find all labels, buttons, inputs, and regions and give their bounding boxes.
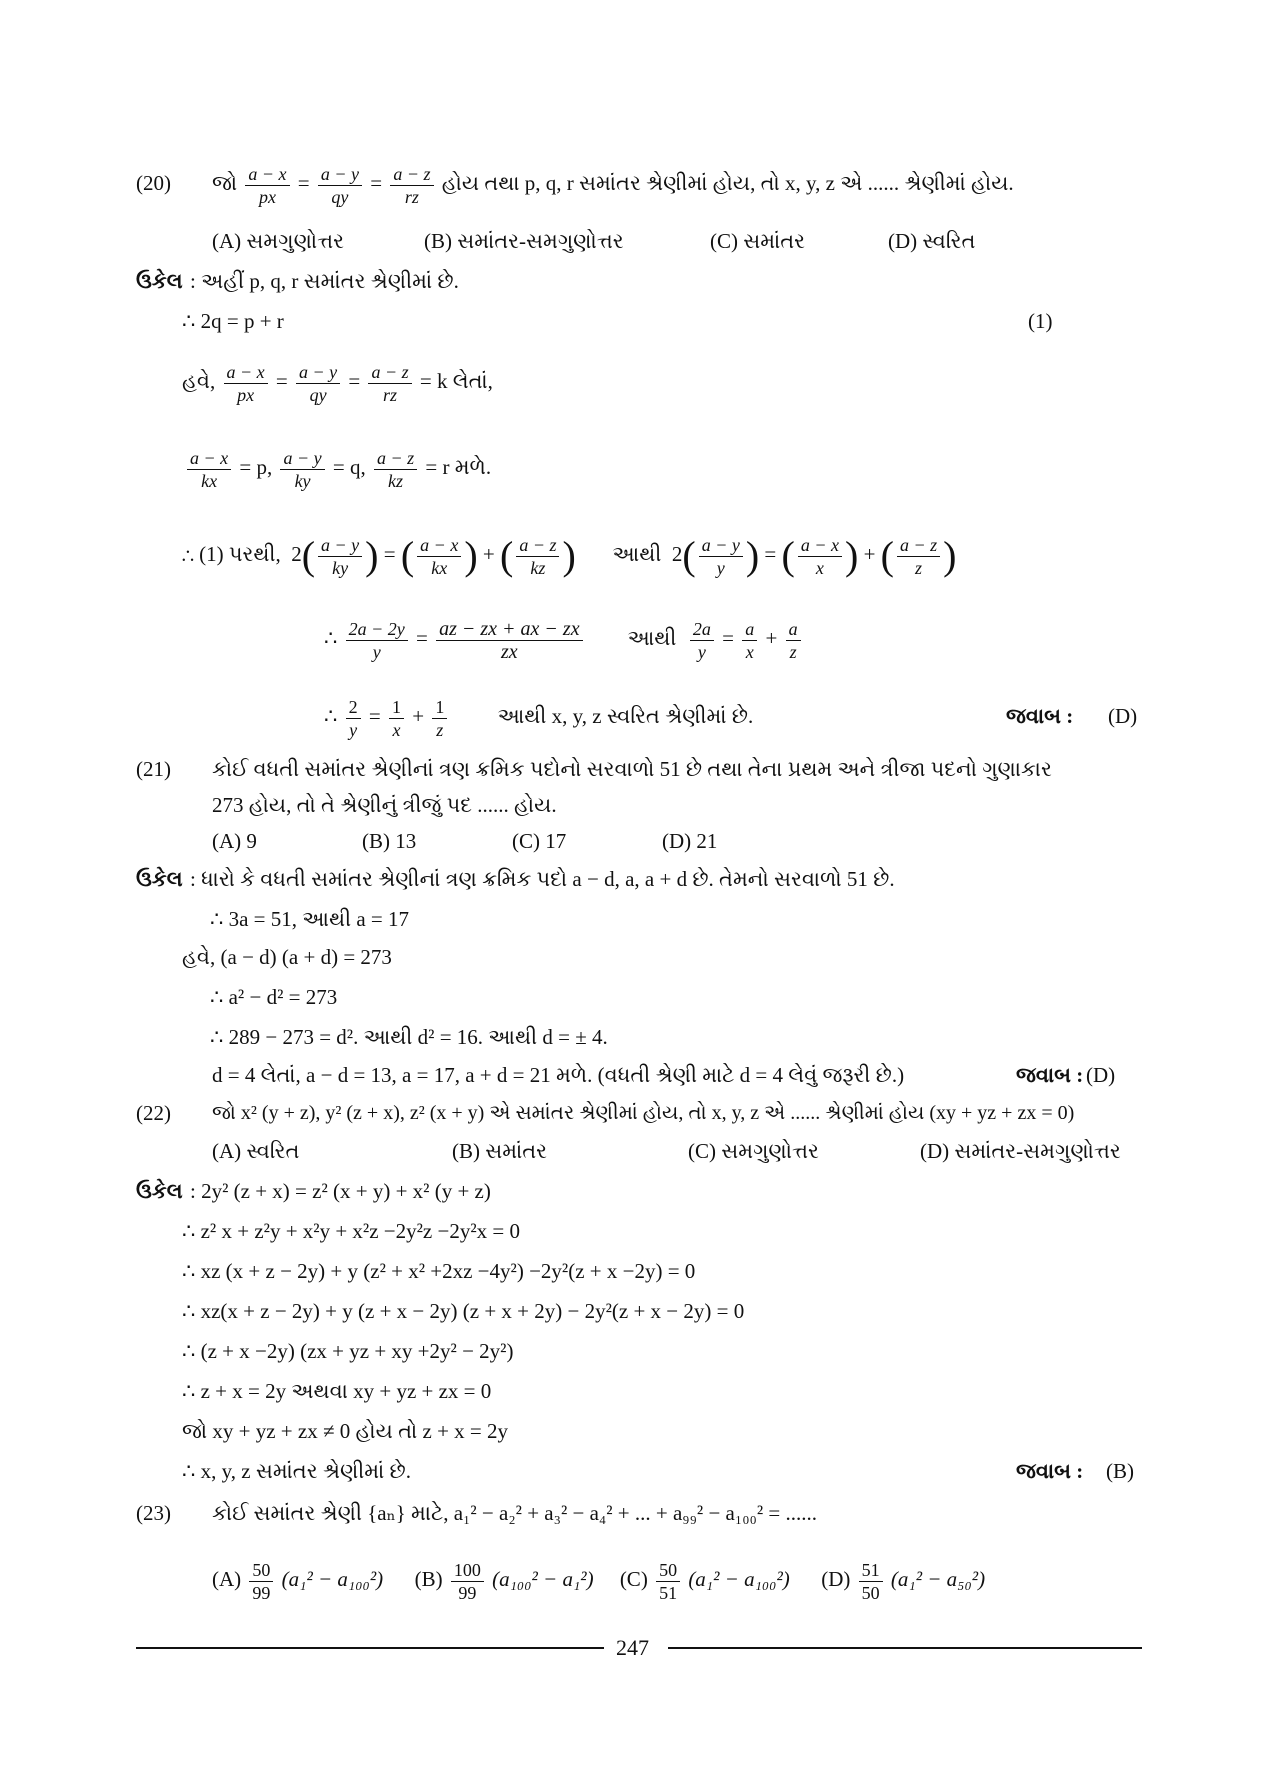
fraction: $\frac{a - y}{qy}$ <box>296 361 340 406</box>
fraction: $\frac{2}{y}$ <box>346 696 361 741</box>
footer-rule-right <box>668 1647 1142 1649</box>
fraction: $\frac{a - z}{z}$ <box>897 534 940 579</box>
solution-line: ∴ $\frac{2a - 2y}{y}$ = $\frac{az - zx + ax - zx}{zx}$ આથી $\frac{2a}{y}$ = $\frac{a}{x}$ + $\frac{a}{z}$ <box>324 612 804 664</box>
answer-label: જવાબ : <box>1016 1459 1084 1483</box>
option-d-expr: (a₁² − a₅₀²) <box>890 1567 986 1591</box>
option-b: (B) 13 <box>362 829 417 853</box>
solution-line: ∴ x, y, z સમાંતર શ્રેણીમાં છે. <box>182 1459 411 1483</box>
option-d: (D) સ્વરિત <box>888 229 976 253</box>
option-d: (D) 21 <box>662 829 718 853</box>
text: = p, <box>239 455 273 479</box>
question-stem: કોઈ સમાંતર શ્રેણી {aₙ} માટે, a₁² − a₂² + a₃² − a₄² + ... + a₉₉² − a₁₀₀² = ...... <box>212 1501 817 1525</box>
solution-line <box>184 442 491 492</box>
fraction: $\frac{az - zx + ax - zx}{zx}$ <box>436 618 582 663</box>
option-c: (C) 17 <box>512 829 567 853</box>
text: = q, <box>332 455 366 479</box>
options-row <box>212 1554 985 1604</box>
option-a: (A) સ્વરિત <box>212 1139 300 1163</box>
option-b: (B) સમાંતર-સમગુણોત્તર <box>424 229 624 253</box>
option-a-label: (A) <box>212 1567 242 1591</box>
solution-line: ∴ a² − d² = 273 <box>210 985 338 1009</box>
solution-line: ∴ z + x = 2y અથવા xy + yz + zx = 0 <box>182 1379 492 1403</box>
solution-line: ∴ $\frac{2}{y}$ = $\frac{1}{x}$ + $\frac{1}{z}$ આથી x, y, z સ્વરિત શ્રેણીમાં છે. <box>324 696 754 740</box>
text: = r મળે. <box>425 455 492 479</box>
solution-line: ∴ (1) પરથી, 2( $\frac{a - y}{ky}$ ) = ( $\frac{a - x}{kx}$ ) + ( $\frac{a - z}{kz}$ ) આથી 2( $\frac{a - y}{y}$ ) = ( $\frac{a - x}{x}$ ) + ( $\frac{a - z}{z}$ ) <box>182 533 957 579</box>
option-c-expr: (a₁² − a₁₀₀²) <box>688 1567 790 1591</box>
answer-value: (D) <box>1108 704 1138 728</box>
fraction: $\frac{51}{50}$ <box>859 1559 883 1604</box>
question-stem: કોઈ વધતી સમાંતર શ્રેણીનાં ત્રણ ક્રમિક પદોનો સરવાળો 51 છે તથા તેના પ્રથમ અને ત્રીજા પદનો ગુણાકાર <box>212 757 1052 781</box>
option-a: (A) 9 <box>212 829 257 853</box>
fraction: $\frac{a - z}{rz}$ <box>390 163 433 208</box>
option-c: (C) સમાંતર <box>710 229 806 253</box>
question-stem: જો x² (y + z), y² (z + x), z² (x + y) એ સમાંતર શ્રેણીમાં હોય, તો x, y, z એ ...... શ્રેણીમાં હોય (xy + yz + zx = 0) <box>212 1102 1075 1124</box>
equation-tag: (1) <box>1028 309 1053 333</box>
answer-value: (D) <box>1086 1063 1116 1087</box>
solution-label: ઉકેલ <box>136 269 183 293</box>
fraction: $\frac{a}{x}$ <box>742 618 757 663</box>
footer-rule-left <box>136 1647 604 1649</box>
solution-line: ∴ (z + x −2y) (zx + yz + xy +2y² − 2y²) <box>182 1339 514 1363</box>
fraction: $\frac{2a}{y}$ <box>690 618 714 663</box>
solution-line: ∴ xz(x + z − 2y) + y (z + x − 2y) (z + x + 2y) − 2y²(z + x − 2y) = 0 <box>182 1299 745 1323</box>
option-d-label: (D) <box>821 1567 851 1591</box>
option-b: (B) સમાંતર <box>452 1139 548 1163</box>
text: ∴ (1) પરથી, <box>182 542 281 566</box>
solution-label: ઉકેલ <box>136 1179 183 1203</box>
solution-line: : 2y² (z + x) = z² (x + y) + x² (y + z) <box>190 1179 491 1203</box>
fraction: $\frac{a - x}{x}$ <box>798 534 842 579</box>
option-a-expr: (a₁² − a₁₀₀²) <box>281 1567 384 1591</box>
fraction: $\frac{a - x}{px}$ <box>224 361 268 406</box>
fraction: $\frac{a - z}{kz}$ <box>374 447 417 492</box>
answer-label: જવાબ : <box>1006 704 1074 728</box>
answer-label: જવાબ : <box>1016 1063 1084 1087</box>
fraction: $\frac{a}{z}$ <box>786 618 801 663</box>
fraction: $\frac{1}{x}$ <box>389 696 404 741</box>
fraction: $\frac{a - x}{kx}$ <box>187 447 231 492</box>
solution-line: હવે, $\frac{a - x}{px}$ = $\frac{a - y}{qy}$ = $\frac{a - z}{rz}$ = k લેતાં, <box>182 361 493 405</box>
question-stem: જો $\frac{a - x}{px}$ = $\frac{a - y}{qy}$ = $\frac{a - z}{rz}$ હોય તથા p, q, r સમાંતર શ્રેણીમાં હોય, તો x, y, z એ ...... શ્રેણીમાં હોય. <box>212 163 1014 207</box>
fraction: $\frac{2a - 2y}{y}$ <box>346 618 408 663</box>
word-have: હવે, <box>182 369 216 393</box>
question-number: (22) <box>136 1101 171 1125</box>
answer-value: (B) <box>1106 1459 1134 1483</box>
solution-label: ઉકેલ <box>136 867 183 891</box>
page-number: 247 <box>616 1635 649 1660</box>
question-number: (20) <box>136 171 171 195</box>
fraction: $\frac{a - z}{rz}$ <box>368 361 411 406</box>
solution-line: ∴ xz (x + z − 2y) + y (z² + x² +2xz −4y²) −2y²(z + x −2y) = 0 <box>182 1259 696 1283</box>
option-a: (A) સમગુણોત્તર <box>212 229 345 253</box>
fraction: $\frac{a - y}{ky}$ <box>318 534 362 579</box>
word-jo: જો <box>212 171 238 195</box>
question-number: (21) <box>136 757 171 781</box>
stem-text: હોય તથા p, q, r સમાંતર શ્રેણીમાં હોય, તો x, y, z એ ...... શ્રેણીમાં હોય. <box>441 171 1014 195</box>
text: = k લેતાં, <box>419 369 493 393</box>
solution-line: ∴ z² x + z²y + x²y + x²z −2y²z −2y²x = 0 <box>182 1219 520 1243</box>
solution-line: હવે, (a − d) (a + d) = 273 <box>182 945 392 969</box>
solution-line: : અહીં p, q, r સમાંતર શ્રેણીમાં છે. <box>190 269 459 293</box>
solution-line: d = 4 લેતાં, a − d = 13, a = 17, a + d = 21 મળે. (વધતી શ્રેણી માટે d = 4 લેવું જરૂરી છે.) <box>212 1063 905 1087</box>
fraction: $\frac{a - x}{kx}$ <box>417 534 461 579</box>
fraction: $\frac{100}{99}$ <box>451 1559 484 1604</box>
option-c-label: (C) <box>619 1567 648 1591</box>
text: આથી <box>627 626 677 650</box>
text: આથી x, y, z સ્વરિત શ્રેણીમાં છે. <box>497 704 754 728</box>
fraction: $\frac{a - x}{px}$ <box>245 163 289 208</box>
fraction: $\frac{50}{51}$ <box>656 1559 680 1604</box>
question-number: (23) <box>136 1501 171 1525</box>
solution-line: ∴ 2q = p + r <box>182 309 284 333</box>
solution-line: જો xy + yz + zx ≠ 0 હોય તો z + x = 2y <box>182 1419 509 1443</box>
fraction: $\frac{50}{99}$ <box>249 1559 273 1604</box>
fraction: $\frac{a - y}{ky}$ <box>280 447 324 492</box>
solution-line: ∴ 3a = 51, આથી a = 17 <box>210 907 410 931</box>
solution-line: ∴ 289 − 273 = d². આથી d² = 16. આથી d = ± 4. <box>210 1025 608 1049</box>
fraction: $\frac{a - y}{qy}$ <box>318 163 362 208</box>
question-stem: 273 હોય, તો તે શ્રેણીનું ત્રીજું પદ ...... હોય. <box>212 793 557 817</box>
option-c: (C) સમગુણોત્તર <box>688 1139 819 1163</box>
text: આથી <box>612 542 662 566</box>
option-b-expr: (a₁₀₀² − a₁²) <box>492 1567 594 1591</box>
option-d: (D) સમાંતર-સમગુણોત્તર <box>920 1139 1121 1163</box>
solution-line: : ધારો કે વધતી સમાંતર શ્રેણીનાં ત્રણ ક્રમિક પદો a − d, a, a + d છે. તેમનો સરવાળો 51 છે. <box>190 867 895 891</box>
fraction: $\frac{1}{z}$ <box>432 696 447 741</box>
fraction: $\frac{a - y}{y}$ <box>699 534 743 579</box>
fraction: $\frac{a - z}{kz}$ <box>516 534 559 579</box>
option-b-label: (B) <box>414 1567 443 1591</box>
